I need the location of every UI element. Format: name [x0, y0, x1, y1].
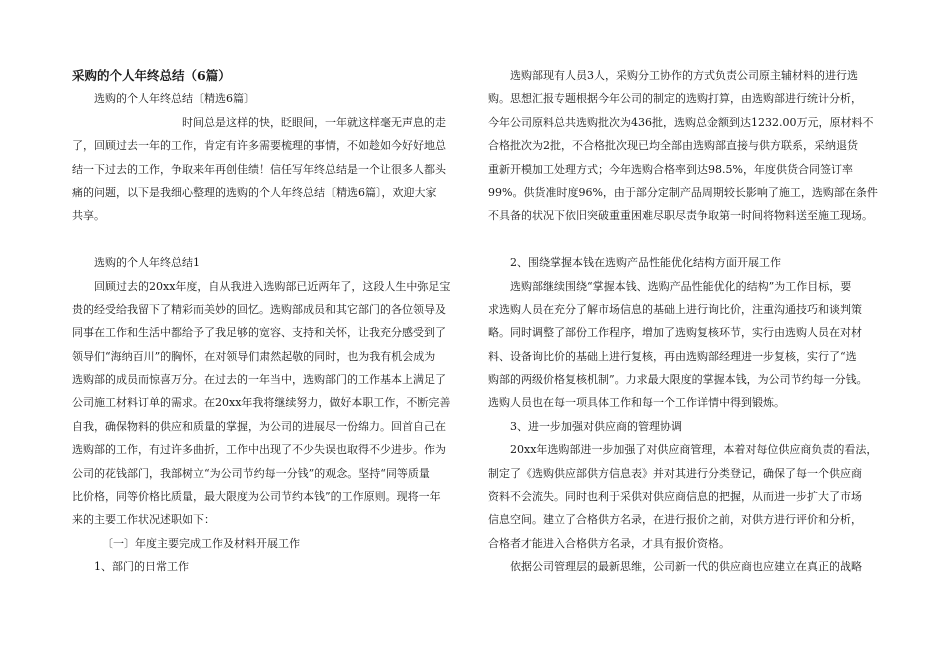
body-line: 料、设备询比价的基础上进行复核，再由选购部经理进一步复核，实行了“选	[488, 349, 857, 363]
spacer	[488, 228, 880, 251]
body-line: 购。思想汇报专题根据今年公司的制定的选购打算，由选购部进行统计分析，	[488, 92, 862, 106]
body-line: 99%。供货准时度96%，由于部分定制产品周期较长影响了施工，选购部在条件	[488, 185, 878, 199]
body-line: 选购部继续围绕“掌握本钱、选购产品性能优化的结构”为工作目标，要	[510, 279, 852, 293]
section-heading: 选购的个人年终总结1	[94, 256, 200, 270]
body-line: 同事在工作和生活中都给予了我足够的宽容、支持和关怀，让我充分感受到了	[72, 326, 446, 340]
body-line: 资料不会流失。同时也利于采供对供应商信息的把握，从而进一步扩大了市场	[488, 490, 862, 504]
body-line: 合格者才能进入合格供方名录，才具有报价资格。	[488, 536, 730, 550]
right-column	[488, 64, 880, 579]
left-column	[72, 64, 458, 579]
document-title: 采购的个人年终总结（6篇）	[72, 68, 231, 83]
body-line: 公司施工材料订单的需求。在20xx年我将继续努力，做好本职工作，不断完善	[72, 396, 451, 410]
body-line: 贵的经受给我留下了精彩而美妙的回忆。选购部成员和其它部门的各位领导及	[72, 302, 446, 316]
sub-heading: 1、部门的日常工作	[94, 560, 189, 574]
body-line: 信息空间。建立了合格供方名录，在进行报价之前，对供方进行评价和分析，	[488, 513, 862, 527]
body-line: 比价格，同等价格比质量，最大限度为公司节约本钱”的工作原则。现将一年	[72, 490, 441, 504]
body-line: 自我，确保物料的供应和质量的掌握，为公司的进展尽一份绵力。回首自己在	[72, 419, 446, 433]
body-line: 制定了《选购供应部供方信息表》并对其进行分类登记，确保了每一个供应商	[488, 466, 862, 480]
intro-line: 时间总是这样的快，眨眼间，一年就这样毫无声息的走	[182, 115, 446, 129]
section-heading: 2、围绕掌握本钱在选购产品性能优化结构方面开展工作	[510, 256, 781, 270]
body-line: 回顾过去的20xx年度，自从我进入选购部已近两年了，这段人生中弥足宝	[94, 279, 451, 293]
body-line: 选购部现有人员3人，采购分工协作的方式负责公司原主辅材料的进行选	[510, 69, 858, 82]
document-subtitle: 选购的个人年终总结〔精选6篇〕	[94, 92, 255, 106]
body-line: 选购人员也在每一项具体工作和每一个工作详情中得到锻炼。	[488, 396, 785, 410]
body-line: 选购部的成员而惊喜万分。在过去的一年当中，选购部门的工作基本上满足了	[72, 373, 446, 387]
body-line: 略。同时调整了部份工作程序，增加了选购复核环节，实行由选购人员在对材	[488, 326, 862, 340]
intro-line: 痛的问题，以下是我细心整理的选购的个人年终总结〔精选6篇〕，欢迎大家	[72, 185, 437, 199]
body-line: 来的主要工作状况述职如下：	[72, 513, 215, 527]
body-line: 依据公司管理层的最新思维，公司新一代的供应商也应建立在真正的战略	[510, 560, 862, 574]
body-line: 公司的花钱部门，我部树立“为公司节约每一分钱”的观念。坚持“同等质量	[72, 466, 430, 480]
body-line: 购部的两级价格复核机制”。力求最大限度的掌握本钱，为公司节约每一分钱。	[488, 373, 868, 387]
body-line: 20xx年选购部进一步加强了对供应商管理，本着对每位供应商负责的看法，	[510, 443, 878, 457]
body-line: 领导们“海纳百川”的胸怀，在对领导们肃然起敬的同时，也为我有机会成为	[72, 349, 436, 363]
body-line: 重新开模加工处理方式；今年选购合格率到达98.5%，年度供货合同签订率	[488, 162, 853, 176]
body-line: 合格批次为2批，不合格批次现已均全部由选购部直接与供方联系，采纳退货	[488, 139, 858, 153]
body-line: 不具备的状况下依旧突破重重困难尽职尽责争取第一时间将物料送至施工现场。	[488, 209, 873, 223]
body-line: 求选购人员在充分了解市场信息的基础上进行询比价，注重沟通技巧和谈判策	[488, 302, 862, 316]
sub-heading: 〔一〕年度主要完成工作及材料开展工作	[102, 536, 300, 550]
body-line: 今年公司原料总共选购批次为436批，选购总金额到达1232.00万元，原材料不	[488, 115, 874, 129]
intro-line: 结一下过去的工作，争取来年再创佳绩！信任写年终总结是一个让很多人都头	[72, 162, 446, 176]
intro-line: 共享。	[72, 209, 105, 223]
intro-line: 了，回顾过去一年的工作，肯定有许多需要梳理的事情，不如趁如今好好地总	[72, 139, 446, 153]
body-line: 选购部的工作，有过许多曲折，工作中出现了不少失误也取得不少进步。作为	[72, 443, 446, 457]
spacer	[72, 228, 458, 251]
section-heading: 3、进一步加强对供应商的管理协调	[510, 419, 682, 433]
